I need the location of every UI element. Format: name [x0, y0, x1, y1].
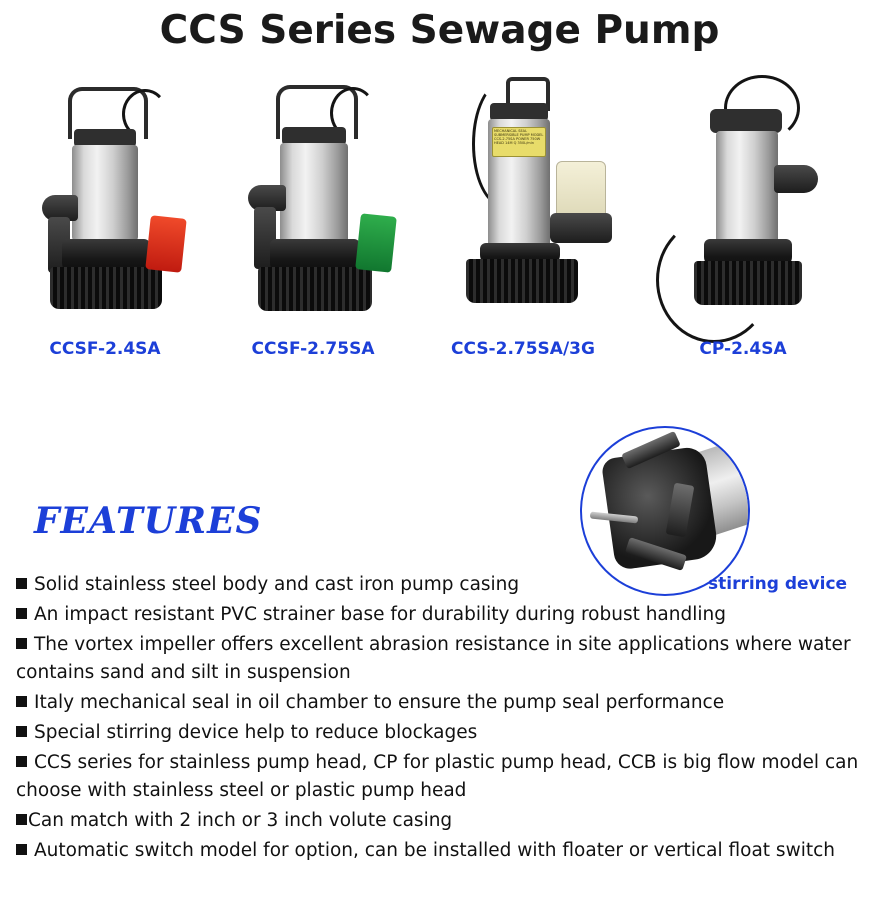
list-item — [16, 571, 862, 599]
list-item — [16, 807, 862, 835]
product-caption: CP-2.4SA — [699, 339, 787, 359]
list-item — [16, 689, 862, 717]
list-item — [16, 719, 862, 747]
pump-illustration-2 — [218, 67, 408, 322]
square-bullet-icon — [16, 814, 27, 825]
product-item — [10, 67, 200, 367]
stainless-body — [716, 131, 778, 247]
discharge-outlet — [550, 213, 612, 243]
square-bullet-icon — [16, 726, 27, 737]
feature-text: The vortex impeller offers excellent abrasion resistance in site applications where water contains sand and silt in suspension — [16, 634, 851, 683]
square-bullet-icon — [16, 578, 27, 589]
float-switch — [355, 213, 397, 272]
page-title: CCS Series Sewage Pump — [159, 8, 720, 53]
pvc-strainer-base — [50, 267, 162, 309]
square-bullet-icon — [16, 756, 27, 767]
square-bullet-icon — [16, 696, 27, 707]
product-caption: CCSF-2.75SA — [251, 339, 375, 359]
product-caption: CCSF-2.4SA — [49, 339, 161, 359]
float-switch — [145, 215, 186, 272]
stainless-body — [72, 145, 138, 241]
pump-illustration-1 — [10, 67, 200, 322]
product-item — [218, 67, 408, 367]
list-item — [16, 601, 862, 629]
feature-text: Solid stainless steel body and cast iron pump casing — [34, 574, 520, 595]
square-bullet-icon — [16, 844, 27, 855]
product-item — [428, 67, 618, 367]
feature-text: CCS series for stainless pump head, CP for plastic pump head, CCB is big flow model can choose with stainless steel or plastic pump head — [16, 752, 859, 801]
feature-text: Can match with 2 inch or 3 inch volute casing — [28, 810, 453, 831]
product-item — [648, 67, 838, 367]
spec-label: MECHANICAL SEAL SUBMERSIBLE PUMP MODEL CCS-2.75SA POWER 750W HEAD 14M Q 350L/min — [492, 127, 546, 157]
square-bullet-icon — [16, 638, 27, 649]
list-item — [16, 631, 862, 687]
feature-text: Special stirring device help to reduce blockages — [34, 722, 478, 743]
square-bullet-icon — [16, 608, 27, 619]
feature-text: An impact resistant PVC strainer base for durability during robust handling — [34, 604, 726, 625]
discharge-adapter — [556, 161, 606, 219]
list-item — [16, 837, 862, 865]
feature-text: Automatic switch model for option, can be installed with floater or vertical float switch — [34, 840, 835, 861]
product-caption: CCS-2.75SA/3G — [451, 339, 595, 359]
pump-illustration-3 — [428, 67, 618, 322]
motor-cap — [710, 109, 782, 133]
feature-text: Italy mechanical seal in oil chamber to ensure the pump seal performance — [34, 692, 725, 713]
pvc-strainer-base — [258, 267, 372, 311]
pvc-strainer-base — [694, 261, 802, 305]
pump-illustration-4 — [648, 67, 838, 322]
features-heading: FEATURES — [34, 500, 263, 542]
discharge-outlet — [774, 165, 818, 193]
features-list — [16, 571, 862, 867]
pvc-strainer-base — [466, 259, 578, 303]
list-item — [16, 749, 862, 805]
product-gallery — [0, 67, 879, 367]
stirring-device-caption: stirring device — [708, 574, 848, 594]
stainless-body — [280, 143, 348, 243]
